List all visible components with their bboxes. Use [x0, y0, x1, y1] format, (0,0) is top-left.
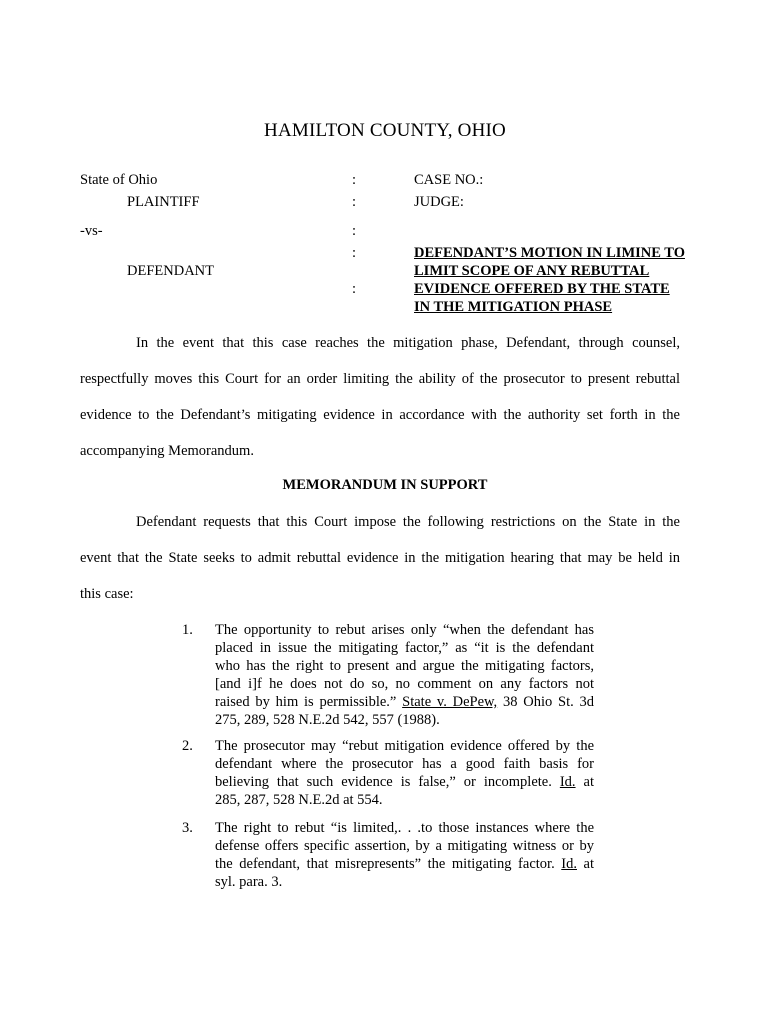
paragraph-line: In the event that this case reaches the mitigation phase, Defendant, through counsel,: [136, 335, 680, 351]
paragraph-line: evidence to the Defendant’s mitigating evidence in accordance with the authority set forth in the: [80, 407, 680, 423]
paragraph-line: accompanying Memorandum.: [80, 443, 254, 459]
item-text: [215, 621, 594, 729]
versus-label: -vs-: [80, 223, 103, 239]
item-line-with-citation: believing that such evidence is false,” or incomplete. Id. at: [215, 774, 595, 790]
item-line: defendant where the prosecutor has a good faith basis for: [215, 756, 594, 772]
defendant-role: DEFENDANT: [127, 263, 214, 279]
plaintiff-role: PLAINTIFF: [127, 194, 200, 210]
item-text: [215, 819, 594, 891]
paragraph-line: respectfully moves this Court for an order limiting the ability of the prosecutor to present rebuttal: [80, 371, 680, 387]
item-number: 3.: [182, 820, 193, 836]
motion-title-line: IN THE MITIGATION PHASE: [414, 299, 613, 315]
case-citation: Id.: [561, 856, 577, 872]
motion-title-line: EVIDENCE OFFERED BY THE STATE: [414, 281, 670, 297]
case-number-label: CASE NO.:: [414, 172, 484, 188]
item-line: 275, 289, 528 N.E.2d 542, 557 (1988).: [215, 712, 440, 728]
caption-colon: :: [352, 223, 357, 239]
caption-colon: :: [352, 194, 357, 210]
paragraph-line: this case:: [80, 586, 134, 602]
item-line: The prosecutor may “rebut mitigation evidence offered by the: [215, 738, 594, 754]
motion-title: [414, 244, 714, 316]
caption-colon: :: [352, 172, 357, 188]
caption-colon: :: [352, 245, 357, 261]
item-text: [215, 737, 594, 809]
item-line: The opportunity to rebut arises only “when the defendant has: [215, 622, 594, 638]
item-line: syl. para. 3.: [215, 874, 283, 890]
case-citation: Id.: [559, 774, 576, 790]
county-title: HAMILTON COUNTY, OHIO: [264, 120, 506, 141]
item-line: placed in issue the mitigating factor,” as “it is the defendant: [215, 640, 594, 656]
intro-paragraph: [80, 334, 680, 478]
motion-title-line: LIMIT SCOPE OF ANY REBUTTAL: [414, 263, 650, 279]
item-line: 285, 287, 528 N.E.2d at 554.: [215, 792, 383, 808]
item-line: The right to rebut “is limited,. . .to those instances where the: [215, 820, 594, 836]
item-line: [and i]f he does not do so, no comment on any factors not: [215, 676, 594, 692]
memo-paragraph: [80, 513, 680, 621]
item-line-with-citation: the defendant, that misrepresents” the mitigating factor. Id. at: [215, 856, 595, 872]
memorandum-heading: MEMORANDUM IN SUPPORT: [282, 477, 488, 493]
plaintiff-name: State of Ohio: [80, 172, 158, 188]
caption-colon: :: [352, 281, 357, 297]
motion-title-line: DEFENDANT’S MOTION IN LIMINE TO: [414, 245, 685, 261]
item-line: defense offers specific assertion, by a mitigating witness or by: [215, 838, 594, 854]
paragraph-line: event that the State seeks to admit rebuttal evidence in the mitigation hearing that may be held in: [80, 550, 680, 566]
item-line-with-citation: raised by him is permissible.” State v. DePew, 38 Ohio St. 3d: [215, 694, 595, 710]
item-number: 2.: [182, 738, 193, 754]
judge-label: JUDGE:: [414, 194, 464, 210]
paragraph-line: Defendant requests that this Court impose the following restrictions on the State in the: [136, 514, 680, 530]
case-citation: State v. DePew,: [402, 694, 498, 710]
item-line: who has the right to present and argue the mitigating factors,: [215, 658, 594, 674]
item-number: 1.: [182, 622, 193, 638]
